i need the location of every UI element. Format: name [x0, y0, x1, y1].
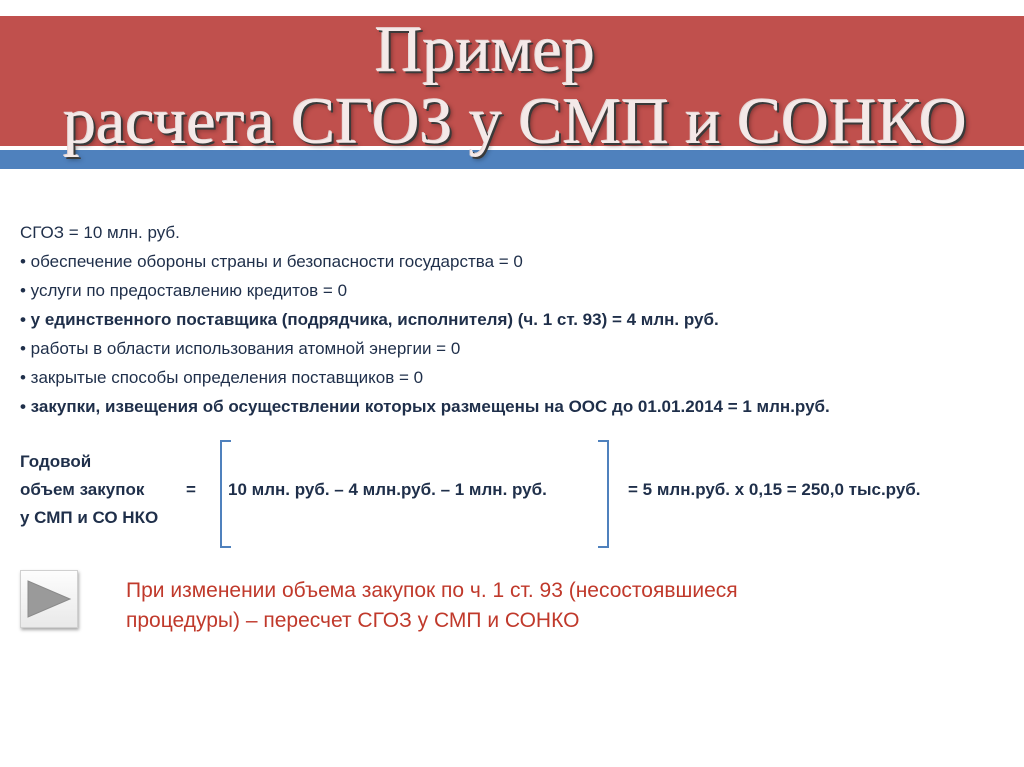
- note-line-2: процедуры) – пересчет СГОЗ у СМП и СОНКО: [126, 609, 580, 632]
- slide-title-line-2: расчета СГОЗ у СМП и СОНКО: [63, 85, 967, 158]
- calculation-list: [20, 218, 1010, 421]
- play-button[interactable]: [20, 570, 78, 628]
- formula-result: = 5 млн.руб. х 0,15 = 250,0 тыс.руб.: [628, 480, 921, 499]
- list-item-single-supplier: • у единственного поставщика (подрядчика, исполнителя) (ч. 1 ст. 93) = 4 млн. руб.: [20, 310, 719, 329]
- formula-expression: 10 млн. руб. – 4 млн.руб. – 1 млн. руб.: [228, 480, 547, 499]
- recalculation-note: [126, 576, 926, 636]
- formula-bracket-right: [598, 440, 609, 548]
- formula-label-line-3: у СМП и СО НКО: [20, 508, 159, 527]
- formula-label-line-2: объем закупок: [20, 480, 145, 499]
- list-item-closed-methods: • закрытые способы определения поставщиков = 0: [20, 368, 424, 387]
- list-item-pre-2014-notices: • закупки, извещения об осуществлении которых размещены на ООС до 01.01.2014 = 1 млн.руб.: [20, 397, 830, 416]
- formula-label-line-1: Годовой: [20, 452, 92, 471]
- play-icon: [21, 571, 77, 627]
- note-line-1: При изменении объема закупок по ч. 1 ст. 93 (несостоявшиеся: [126, 579, 738, 602]
- list-item-defense: • обеспечение обороны страны и безопасности государства = 0: [20, 252, 523, 271]
- list-item-atomic-energy: • работы в области использования атомной энергии = 0: [20, 339, 461, 358]
- formula-block: [20, 448, 1010, 548]
- slide-title-line-1: Пример: [374, 13, 596, 86]
- slide-title: [20, 14, 1010, 158]
- sgoz-total: СГОЗ = 10 млн. руб.: [20, 223, 180, 242]
- list-item-credit-services: • услуги по предоставлению кредитов = 0: [20, 281, 348, 300]
- formula-equals-sign: =: [186, 480, 196, 499]
